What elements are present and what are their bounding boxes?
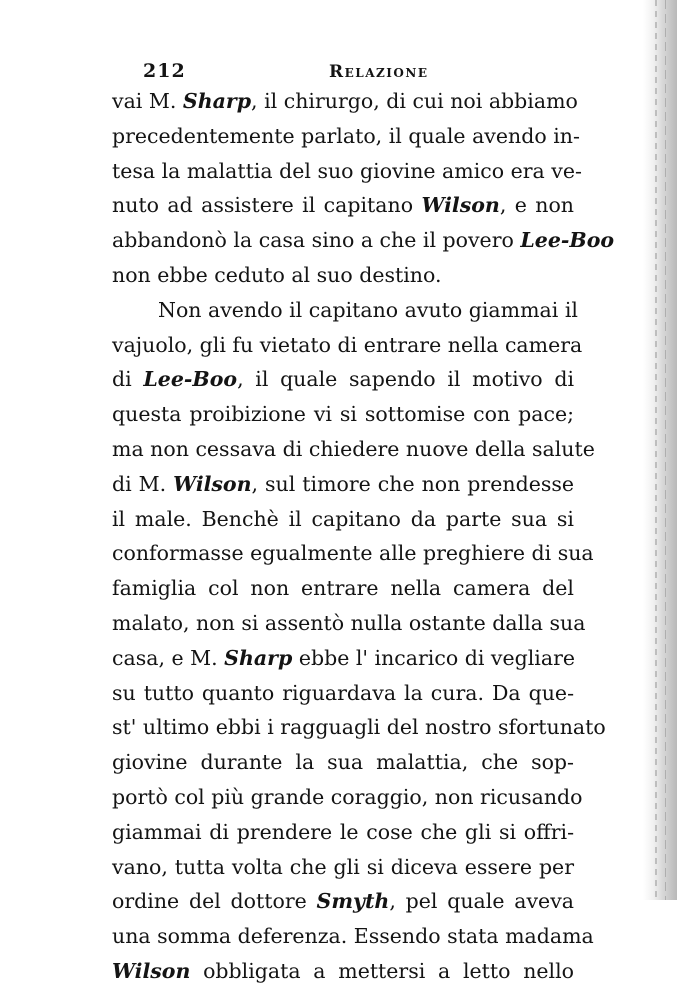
text-line <box>112 84 578 119</box>
text-segment: casa, e M. <box>112 645 225 670</box>
text-line <box>112 154 582 189</box>
text-segment: il male. Benchè il capitano da parte sua si <box>112 506 574 531</box>
text-segment: precedentemente parlato, il quale avendo in- <box>112 123 580 148</box>
text-segment: ordine del dottore <box>112 889 317 914</box>
text-line <box>112 119 580 154</box>
text-line <box>112 571 574 606</box>
text-segment: giammai di prendere le cose che gli si offri- <box>112 819 574 844</box>
text-line <box>112 362 574 397</box>
text-line <box>112 850 574 885</box>
italic-name: Smyth <box>316 889 390 914</box>
text-segment: giovine durante la sua malattia, che sop- <box>112 750 574 775</box>
text-segment: portò col più grande coraggio, non ricusando <box>112 784 583 809</box>
text-segment: abbandonò la casa sino a che il povero <box>112 228 521 253</box>
text-segment: vano, tutta volta che gli si diceva essere per <box>112 854 574 879</box>
italic-name: Sharp <box>224 645 293 670</box>
text-line <box>112 223 615 258</box>
text-segment: questa proibizione vi si sottomise con pace; <box>112 402 574 427</box>
italic-name: Wilson <box>421 193 500 218</box>
text-line <box>112 745 574 780</box>
page-number: 212 <box>143 60 186 82</box>
running-head: Relazione <box>329 62 429 82</box>
text-line <box>112 502 574 537</box>
text-line <box>112 397 574 432</box>
text-segment: malato, non si assentò nulla ostante dalla sua <box>112 610 586 635</box>
text-line <box>112 676 574 711</box>
text-line <box>112 328 583 363</box>
text-line <box>112 606 586 641</box>
text-segment: su tutto quanto riguardava la cura. Da que- <box>112 680 574 705</box>
text-line <box>112 467 574 502</box>
text-segment: non ebbe ceduto al suo destino. <box>112 262 442 287</box>
text-line <box>112 954 574 989</box>
italic-name: Wilson <box>173 471 252 496</box>
text-segment: Non avendo il capitano avuto giammai il <box>158 297 578 322</box>
text-segment: , pel quale aveva <box>389 889 574 914</box>
text-segment: vai M. <box>112 89 183 113</box>
text-line <box>112 780 583 815</box>
text-line <box>112 432 595 467</box>
text-segment: vajuolo, gli fu vietato di entrare nella camera <box>112 332 583 357</box>
italic-name: Wilson <box>112 958 191 983</box>
text-segment: di M. <box>112 471 174 496</box>
text-line <box>112 641 574 676</box>
italic-name: Lee-Boo <box>520 228 615 253</box>
text-segment: obbligata a mettersi a letto nello <box>190 958 574 983</box>
text-line <box>112 188 574 223</box>
text-segment: ma non cessava di chiedere nuove della salute <box>112 436 595 461</box>
text-segment: , il quale sapendo il motivo di <box>237 367 574 392</box>
page-binding-edge <box>643 0 677 900</box>
text-segment: , e non <box>499 193 574 218</box>
text-segment: una somma deferenza. Essendo stata madama <box>112 924 594 949</box>
page-header <box>143 58 605 86</box>
text-segment: di <box>112 367 144 392</box>
text-line <box>112 919 594 954</box>
text-line <box>112 815 574 850</box>
text-line <box>112 293 578 328</box>
text-line <box>112 710 606 745</box>
text-line <box>112 258 574 293</box>
text-segment: famiglia col non entrare nella camera del <box>112 576 574 601</box>
text-segment: ebbe l' incarico di vegliare <box>292 645 576 670</box>
text-line <box>112 536 594 571</box>
text-segment: tesa la malattia del suo giovine amico era ve- <box>112 158 582 183</box>
body-text <box>112 84 615 989</box>
text-segment: nuto ad assistere il capitano <box>112 193 422 218</box>
text-segment: conformasse egualmente alle preghiere di sua <box>112 541 594 566</box>
text-segment: , sul timore che non prendesse <box>251 471 574 496</box>
italic-name: Lee-Boo <box>143 367 238 392</box>
text-segment: , il chirurgo, di cui noi abbiamo <box>251 89 578 113</box>
italic-name: Sharp <box>182 89 252 113</box>
text-line <box>112 884 574 919</box>
text-segment: st' ultimo ebbi i ragguagli del nostro sfortunato <box>112 715 606 740</box>
